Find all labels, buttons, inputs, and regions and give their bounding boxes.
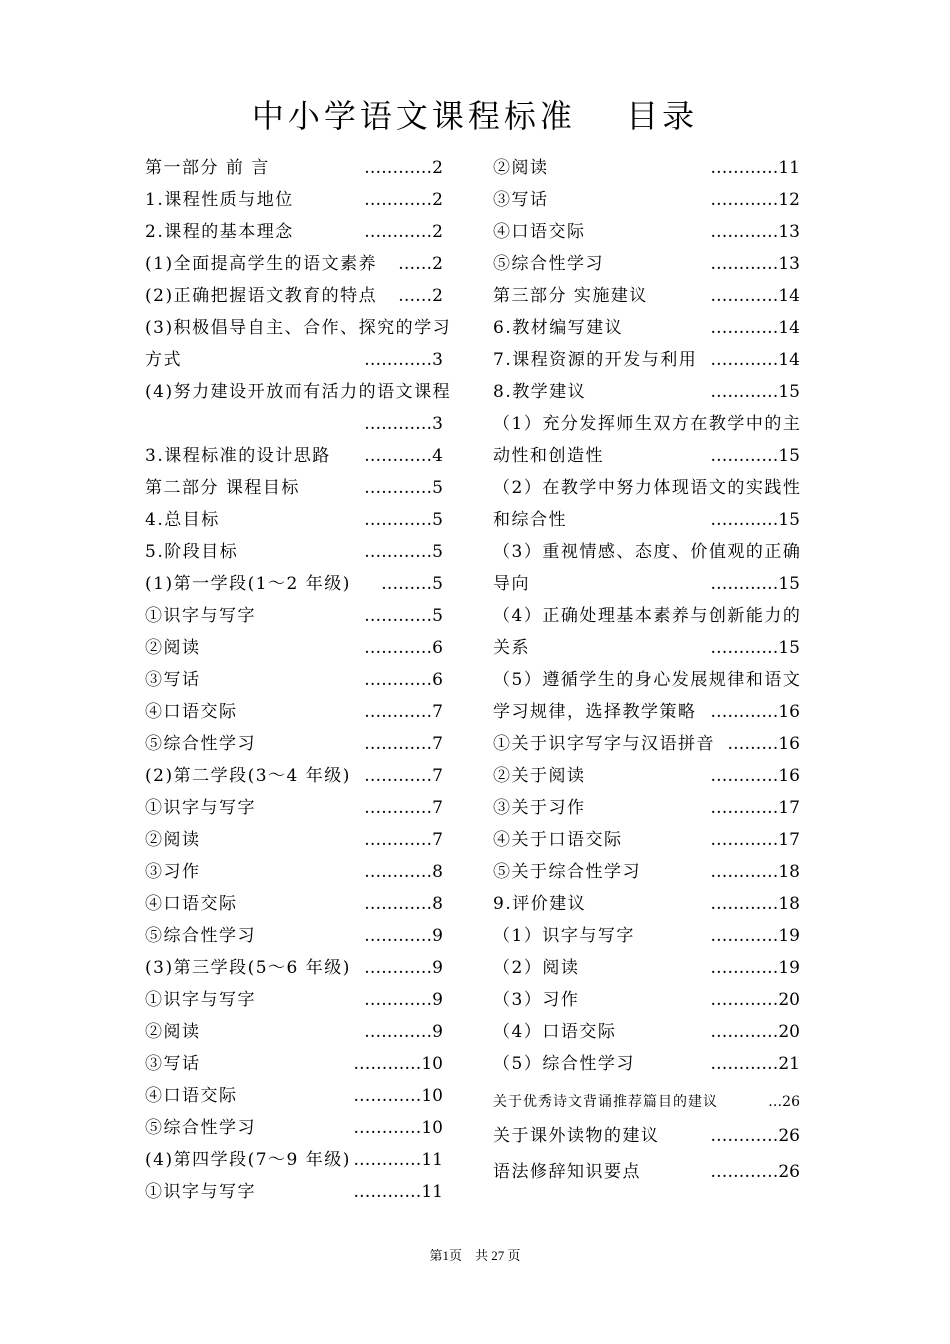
toc-entry[interactable]: ①识字与写字 …………5 [145,606,443,626]
toc-entry[interactable]: ④口语交际 …………13 [493,222,800,242]
toc-entry[interactable]: 关于课外读物的建议 …………26 [493,1126,800,1146]
toc-entry[interactable]: 9.评价建议 …………18 [493,894,800,914]
toc-entry[interactable]: 第二部分 课程目标 …………5 [145,478,443,498]
toc-entry[interactable]: ⑤综合性学习 …………10 [145,1118,443,1138]
page-footer: 第1页 共 27 页 [429,1248,521,1263]
toc-entry[interactable]: ④口语交际 …………8 [145,894,443,914]
toc-entry[interactable]: 第三部分 实施建议 …………14 [493,286,800,306]
toc-entry[interactable]: (4)第四学段(7～9 年级) …………11 [145,1150,443,1170]
toc-entry[interactable]: ①关于识字写字与汉语拼音 ………16 [493,734,800,754]
toc-entry[interactable]: ①识字与写字 …………7 [145,798,443,818]
toc-entry[interactable]: (1)第一学段(1～2 年级) ………5 [145,574,443,594]
toc-entry[interactable]: ④口语交际 …………7 [145,702,443,722]
toc-entry[interactable]: 3.课程标准的设计思路 …………4 [145,446,443,466]
toc-entry[interactable]: ②阅读 …………9 [145,1022,443,1042]
toc-entry[interactable]: 4.总目标 …………5 [145,510,443,530]
toc-entry[interactable]: （2）在教学中努力体现语文的实践性和综合性 …………15 [493,478,802,530]
toc-entry[interactable]: （4）正确处理基本素养与创新能力的关系 …………15 [493,606,802,658]
toc-entry[interactable]: (3)积极倡导自主、合作、探究的学习方式 …………3 [145,318,452,370]
toc-entry[interactable]: ②阅读 …………11 [493,158,800,178]
toc-entry[interactable]: 语法修辞知识要点 …………26 [493,1162,800,1182]
toc-entry[interactable]: （4）口语交际 …………20 [493,1022,800,1042]
toc-entry[interactable]: ⑤综合性学习 …………13 [493,254,800,274]
toc-entry[interactable]: （2）阅读 …………19 [493,958,800,978]
toc-entry[interactable]: （3）习作 …………20 [493,990,800,1010]
toc-entry[interactable]: (2)正确把握语文教育的特点 ……2 [145,286,443,306]
toc-entry[interactable]: ③关于习作 …………17 [493,798,800,818]
toc-entry[interactable]: ③写话 …………12 [493,190,800,210]
toc-entry[interactable]: 2.课程的基本理念 …………2 [145,222,443,242]
toc-entry[interactable]: (4)努力建设开放而有活力的语文课程 …………3 [145,382,452,434]
toc-entry[interactable]: （3）重视情感、态度、价值观的正确导向 …………15 [493,542,802,594]
toc-entry[interactable]: (1)全面提高学生的语文素养 ……2 [145,254,443,274]
toc-entry[interactable]: 7.课程资源的开发与利用 …………14 [493,350,800,370]
toc-entry[interactable]: ③写话 …………6 [145,670,443,690]
toc-entry[interactable]: ①识字与写字 …………9 [145,990,443,1010]
toc-entry[interactable]: 5.阶段目标 …………5 [145,542,443,562]
toc-entry[interactable]: ②阅读 …………6 [145,638,443,658]
toc-entry[interactable]: ③写话 …………10 [145,1054,443,1074]
toc-entry[interactable]: (3)第三学段(5～6 年级) …………9 [145,958,443,978]
page-title: 中小学语文课程标准 目录 [251,97,699,135]
toc-entry[interactable]: ①识字与写字 …………11 [145,1182,443,1202]
toc-entry[interactable]: ⑤综合性学习 …………9 [145,926,443,946]
toc-entry[interactable]: 1.课程性质与地位 …………2 [145,190,443,210]
toc-entry[interactable]: ②阅读 …………7 [145,830,443,850]
toc-entry[interactable]: 第一部分 前 言 …………2 [145,158,443,178]
toc-entry[interactable]: ⑤关于综合性学习 …………18 [493,862,800,882]
toc-entry[interactable]: ②关于阅读 …………16 [493,766,800,786]
toc-entry[interactable]: （5）综合性学习 …………21 [493,1054,800,1074]
toc-entry[interactable]: ③习作 …………8 [145,862,443,882]
toc-entry[interactable]: 6.教材编写建议 …………14 [493,318,800,338]
toc-entry[interactable]: ④关于口语交际 …………17 [493,830,800,850]
toc-entry[interactable]: （1）识字与写字 …………19 [493,926,800,946]
toc-entry[interactable]: 8.教学建议 …………15 [493,382,800,402]
toc-entry[interactable]: ④口语交际 …………10 [145,1086,443,1106]
toc-entry[interactable]: (2)第二学段(3～4 年级) …………7 [145,766,443,786]
toc-entry[interactable]: ⑤综合性学习 …………7 [145,734,443,754]
toc-entry[interactable]: （5）遵循学生的身心发展规律和语文学习规律，选择教学策略 …………16 [493,670,802,722]
toc-entry[interactable]: 关于优秀诗文背诵推荐篇目的建议 …26 [493,1094,800,1110]
toc-entry[interactable]: （1）充分发挥师生双方在教学中的主动性和创造性 …………15 [493,414,802,466]
